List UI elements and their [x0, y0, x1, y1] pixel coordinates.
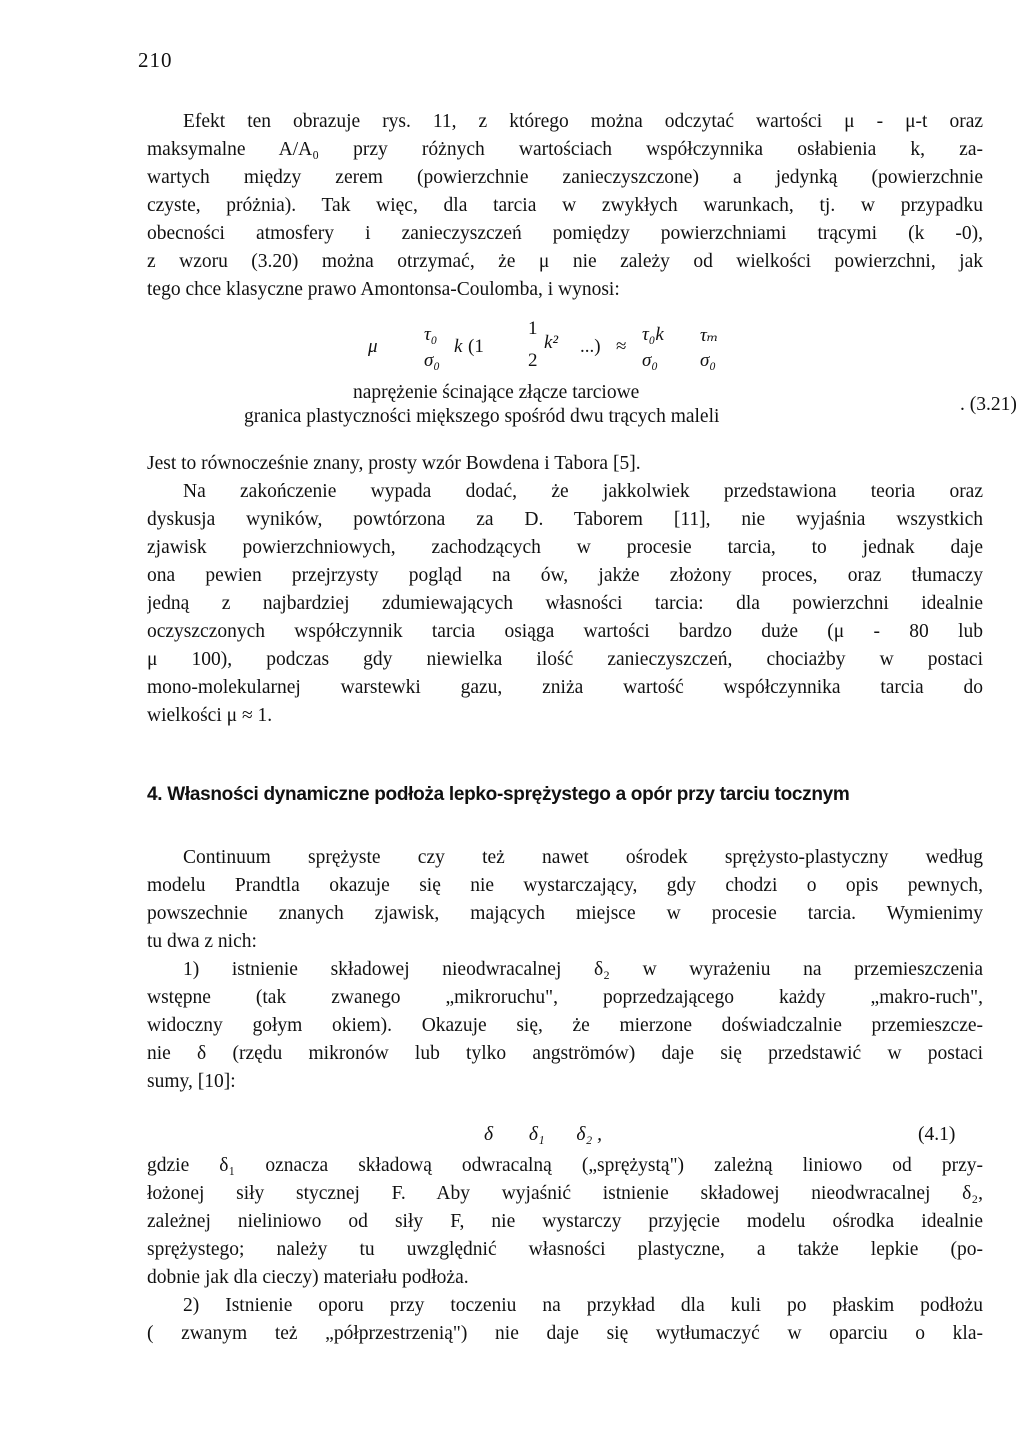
text-line: nie δ (rzędu mikronów lub tylko angströmów) daje się przedstawić w postaci [147, 1043, 983, 1064]
section-heading: 4. Własności dynamiczne podłoża lepko-sprężystego a opór przy tarciu tocznym [147, 784, 850, 805]
formula-k2: k² [544, 332, 559, 353]
page-number: 210 [138, 48, 173, 72]
paragraph-bowden [147, 450, 983, 730]
formula-tau0k: τ₀k [642, 324, 664, 345]
text-line: tu dwa z nich: [147, 931, 257, 952]
text-line: 2) Istnienie oporu przy toczeniu na przykład dla kuli po płaskim podłożu [183, 1295, 983, 1316]
text-line: powszechnie znanych zjawisk, mających miejsce w procesie tarcia. Wymienimy [147, 903, 983, 924]
word-equation-numerator: naprężenie ścinające złącze tarciowe [353, 382, 640, 403]
text-line: oczyszczonych współczynnik tarcia osiąga wartości bardzo duże (μ - 80 lub [147, 621, 983, 642]
text-line: sumy, [10]: [147, 1071, 236, 1092]
formula-two: 2 [528, 350, 538, 371]
text-line: mono-molekularnej warstewki gazu, zniża wartość współczynnika tarcia do [147, 677, 983, 698]
text-line: tego chce klasyczne prawo Amontonsa-Coulomba, i wynosi: [147, 279, 620, 300]
formula-approx: ≈ [616, 336, 627, 357]
text-line: Na zakończenie wypada dodać, że jakkolwiek przedstawiona teoria oraz [183, 481, 983, 502]
text-line: Efekt ten obrazuje rys. 11, z którego można odczytać wartości μ - μ-t oraz [183, 111, 983, 132]
eq41-delta1: δ₁ [528, 1124, 545, 1145]
formula-tau0: τ₀ [424, 324, 438, 345]
text-line: ona pewien przejrzysty pogląd na ów, jakże złożony proces, oraz tłumaczy [147, 565, 983, 586]
text-line: wstępne (tak zwanego „mikroruchu", poprzedzającego każdy „makro-ruch", [147, 987, 983, 1008]
text-line: wartych między zerem (powierzchnie zanieczyszczone) a jedynką (powierzchnie [147, 167, 983, 188]
equation-number-4-1: (4.1) [918, 1124, 956, 1145]
text-line: dobnie jak dla cieczy) materiału podłoża. [147, 1267, 469, 1288]
paragraph-intro [147, 108, 983, 304]
formula-one: 1 [528, 318, 538, 339]
text-line: ( zwanym też „półprzestrzenią") nie daje się wytłumaczyć w oparciu o kla- [147, 1323, 983, 1344]
formula-sigma0-c: σ₀ [700, 350, 716, 371]
text-line: Continuum sprężyste czy też nawet ośrodek sprężysto-plastyczny według [183, 847, 983, 868]
eq41-lhs: δ [484, 1124, 494, 1145]
text-line: modelu Prandtla okazuje się nie wystarczający, gdy chodzi o opis pewnych, [147, 875, 983, 896]
text-line: 1) istnienie składowej nieodwracalnej δ₂ w wyrażeniu na przemieszczenia [183, 959, 983, 980]
formula-mu [350, 318, 770, 378]
text-line: dyskusja wyników, powtórzona za D. Taborem [11], nie wyjaśnia wszystkich [147, 509, 983, 530]
text-line: jedną z najbardziej zdumiewających własności tarcia: dla powierzchni idealnie [147, 593, 983, 614]
text-line: gdzie δ₁ oznacza składową odwracalną („sprężystą") zależną liniowo od przy- [147, 1155, 983, 1176]
paragraph-continuum [147, 844, 983, 1096]
formula-tau-m: τₘ [700, 325, 719, 346]
equation-number: . (3.21) [960, 394, 1017, 415]
paragraph-components [147, 1152, 983, 1348]
formula-sigma0-b: σ₀ [642, 350, 658, 371]
text-line: z wzoru (3.20) można otrzymać, że μ nie zależy od wielkości powierzchni, jak [147, 251, 983, 272]
text-line: zależnej nieliniowo od siły F, nie wystarczy przyjęcie modelu ośrodka idealnie [147, 1211, 983, 1232]
text-line: maksymalne A/A₀ przy różnych wartościach współczynnika osłabienia k, za- [147, 139, 983, 160]
text-line: wielkości μ ≈ 1. [147, 705, 273, 726]
text-line: sprężystego; należy tu uwzględnić własności plastyczne, a także lepkie (po- [147, 1239, 983, 1260]
formula-sigma0: σ₀ [424, 350, 440, 371]
text-line: μ 100), podczas gdy niewielka ilość zanieczyszczeń, chociażby w postaci [147, 649, 983, 670]
text-line: czyste, próżnia). Tak więc, dla tarcia w zwykłych warunkach, tj. w przypadku [147, 195, 983, 216]
formula-k: k [454, 336, 463, 357]
formula-dots: ...) [580, 336, 601, 357]
text-line: zjawisk powierzchniowych, zachodzących w procesie tarcia, to jednak daje [147, 537, 983, 558]
eq41-delta2: δ₂ , [576, 1124, 603, 1145]
word-equation-denominator: granica plastyczności miększego spośród dwu trących maleli [244, 406, 720, 427]
text-line: Jest to równocześnie znany, prosty wzór Bowdena i Tabora [5]. [147, 453, 641, 474]
text-line: widoczny gołym okiem). Okazuje się, że mierzone doświadczalnie przemieszcze- [147, 1015, 983, 1036]
formula-mu-symbol: μ [368, 336, 378, 357]
text-line: obecności atmosfery i zanieczyszczeń pomiędzy powierzchniami trącymi (k -0), [147, 223, 983, 244]
formula-open: (1 [468, 336, 484, 357]
text-line: łożonej siły stycznej F. Aby wyjaśnić istnienie składowej nieodwracalnej δ₂, [147, 1183, 983, 1204]
equation-4-1 [484, 1124, 602, 1146]
